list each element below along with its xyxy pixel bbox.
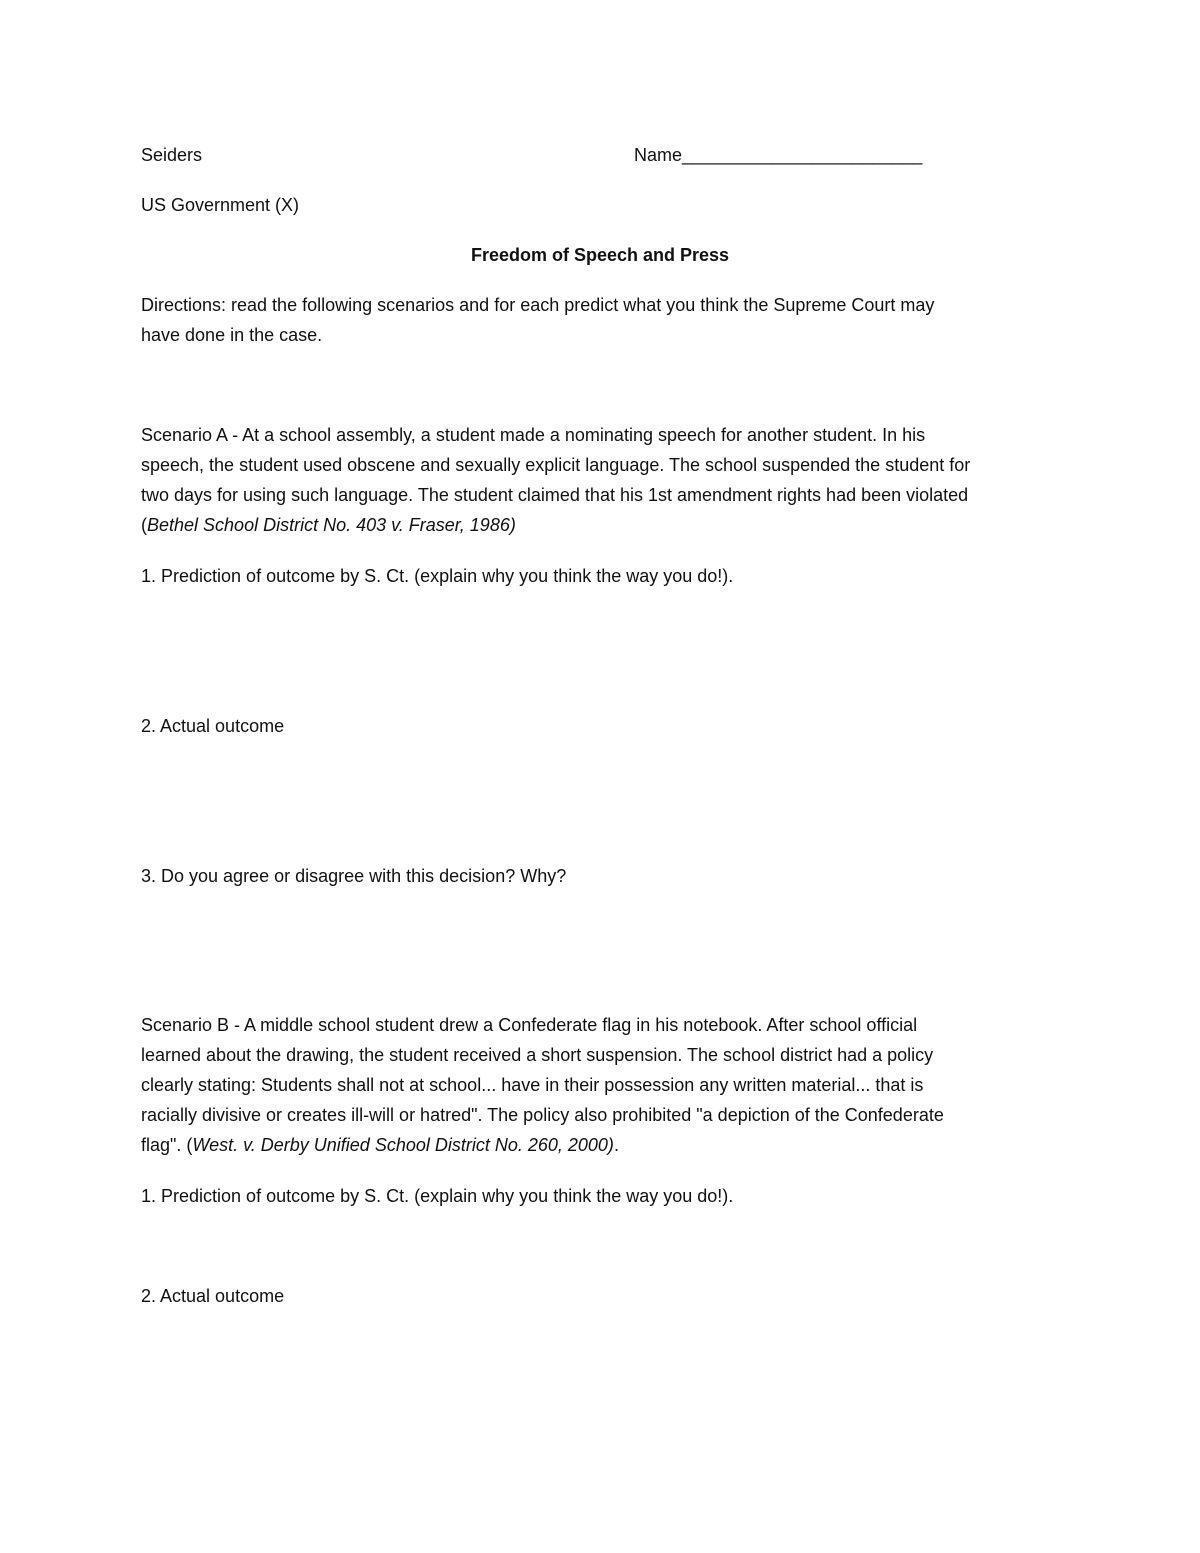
citation-open-paren: ( <box>141 515 147 535</box>
scenario-b-line: racially divisive or creates ill-will or hatred". The policy also prohibited "a depiction of the Confederate <box>141 1105 944 1125</box>
directions-line: Directions: read the following scenarios and for each predict what you think the Supreme Court may <box>141 295 935 315</box>
course-name: US Government (X) <box>141 195 300 215</box>
name-label: Name <box>634 145 683 165</box>
scenario-a-line: speech, the student used obscene and sexually explicit language. The school suspended the student for <box>141 455 971 475</box>
scenario-b-question-2: 2. Actual outcome <box>141 1286 285 1306</box>
scenario-b-citation-line <box>141 1130 1061 1160</box>
scenario-a-citation: Bethel School District No. 403 v. Fraser, 1986) <box>147 515 516 535</box>
directions <box>141 290 1061 350</box>
scenario-b-text <box>141 1010 1061 1160</box>
scenario-a-question-3: 3. Do you agree or disagree with this decision? Why? <box>141 866 567 886</box>
scenario-b-question-1: 1. Prediction of outcome by S. Ct. (explain why you think the way you do!). <box>141 1186 734 1206</box>
scenario-a-question-2: 2. Actual outcome <box>141 716 285 736</box>
scenario-a-question-1: 1. Prediction of outcome by S. Ct. (explain why you think the way you do!). <box>141 566 734 586</box>
scenario-b-line: Scenario B - A middle school student drew a Confederate flag in his notebook. After school official <box>141 1015 918 1035</box>
student-name-field <box>634 140 922 170</box>
scenario-a-text <box>141 420 1061 540</box>
page-title: Freedom of Speech and Press <box>470 245 730 265</box>
scenario-b-citation: West. v. Derby Unified School District No. 260, 2000) <box>192 1135 614 1155</box>
scenario-b-line: clearly stating: Students shall not at school... have in their possession any written material... that is <box>141 1075 924 1095</box>
name-blank-line: ________________________ <box>682 145 923 165</box>
scenario-b-last-line-start: flag". ( <box>141 1135 193 1155</box>
scenario-a-line: Scenario A - At a school assembly, a student made a nominating speech for another student. In his <box>141 425 926 445</box>
scenario-b-line: learned about the drawing, the student received a short suspension. The school district had a policy <box>141 1045 934 1065</box>
scenario-b-last-line-end: . <box>613 1135 619 1155</box>
teacher-name: Seiders <box>141 145 203 165</box>
directions-line: have done in the case. <box>141 325 323 345</box>
scenario-a-line: two days for using such language. The student claimed that his 1st amendment rights had been violated <box>141 485 969 505</box>
scenario-a-citation-line <box>141 510 1061 540</box>
